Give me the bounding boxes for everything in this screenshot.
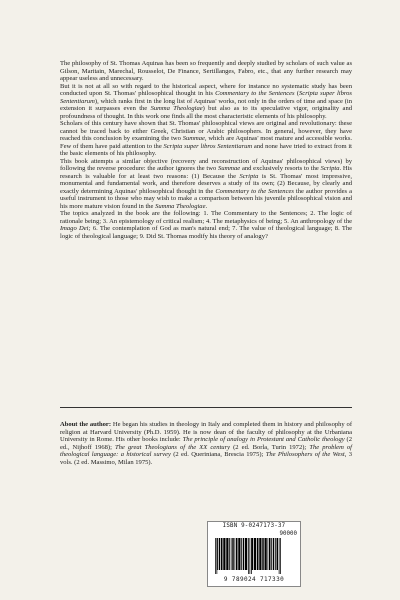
barcode-bar bbox=[279, 538, 280, 574]
barcode-bar bbox=[269, 538, 271, 570]
description-paragraph bbox=[60, 210, 352, 240]
italic-title: Scripta super libros Sententiarum bbox=[60, 90, 352, 105]
text-run: . bbox=[205, 202, 208, 210]
description-paragraph bbox=[60, 120, 352, 158]
italic-title: The principle of analogy in Protestant and Catholic theology bbox=[182, 436, 345, 444]
text-run: The philosophy of St. Thomas Aquinas has been so frequently and deeply studied by scholars of such value as Gilson, Maritain, Marechal, Rousselot, De Finance, Sertillanges, Fabro, etc., that any further research may appear useless and unnecessary. bbox=[60, 60, 352, 82]
text-run: Scholars of this century have shown that St. Thomas' philosophical views are original and revolutionary: these cannot be traced back to either Greek, Christian or Arabic philosophers. In general, however, they have reached this conclusion by examining the two bbox=[60, 120, 352, 142]
barcode-bar bbox=[251, 538, 252, 574]
barcode-bar bbox=[235, 538, 236, 570]
barcode-bar bbox=[217, 538, 218, 574]
text-run: He began his studies in theology in Italy and completed them in history and philosophy of religion at Harvard University (Ph.D. 1959). He is now dean of the faculty of philosophy at the Urbaniana University in Rome. His other books include: bbox=[60, 421, 353, 444]
barcode-bar bbox=[245, 538, 247, 570]
italic-title: Commentary to the Sentences bbox=[215, 90, 295, 97]
text-run: (2 ed. Borla, Turin 1972); bbox=[230, 443, 310, 451]
description-paragraph bbox=[60, 60, 352, 83]
barcode-bar bbox=[241, 538, 242, 570]
text-run: , 3 vols. (2 ed. Massimo, Milan 1975). bbox=[60, 451, 352, 466]
barcode-bar bbox=[215, 538, 216, 574]
barcode-bar bbox=[229, 538, 230, 570]
barcode-bar bbox=[226, 538, 228, 570]
isbn-number: ISBN 9-0247173-37 bbox=[222, 523, 286, 529]
barcode-bar bbox=[275, 538, 276, 570]
italic-title: Summae bbox=[218, 165, 241, 172]
italic-title: The Philosophers of the West bbox=[265, 451, 345, 459]
text-run: (2 ed. Queriniana, Brescia 1975); bbox=[170, 451, 266, 459]
about-heading: About the author: bbox=[60, 421, 112, 428]
text-run: , which are Aquinas' most mature and accessible works. Few of them have paid attention to the bbox=[60, 135, 352, 150]
barcode-bar bbox=[236, 538, 238, 570]
text-run: ), which ranks first in the long list of Aquinas' works, not only in the orders of time and space (in extension it surpasses even the bbox=[60, 97, 352, 112]
text-run: This book attempts a similar objective (recovery and reconstruction of Aquinas' philosophical views) by following the reverse procedure: the author ignores the two bbox=[60, 157, 352, 172]
book-description bbox=[60, 60, 352, 240]
barcode-bar bbox=[250, 538, 251, 574]
barcode-bar bbox=[268, 538, 269, 570]
barcode-bar bbox=[273, 538, 275, 570]
text-run: and none have tried to extract from it the basic elements of his philosophy. bbox=[60, 142, 352, 157]
barcode-bar bbox=[271, 538, 272, 570]
barcode-bar bbox=[238, 538, 240, 570]
italic-title: Commentary to the Sentences bbox=[215, 187, 294, 195]
barcode bbox=[207, 521, 301, 587]
barcode-bar bbox=[243, 538, 245, 570]
description-paragraph bbox=[60, 83, 352, 121]
barcode-bar bbox=[262, 538, 264, 570]
text-run: is St. Thomas' most impressive, monumental and fundamental work, and therefore deserves a study of its own; (2) Because, by clearly and exactly determining Aquinas' philosophical thought in the bbox=[60, 172, 352, 195]
italic-title: Summae bbox=[182, 135, 205, 142]
text-run: ( bbox=[294, 90, 300, 97]
price-code: 90000 bbox=[279, 531, 297, 537]
italic-title: The great Theologians of the XX century bbox=[114, 443, 231, 451]
barcode-bar bbox=[223, 538, 225, 570]
barcode-bar bbox=[219, 538, 221, 570]
barcode-bar bbox=[259, 538, 261, 570]
text-run: 6. The contemplation of God as man's natural end; 7. The value of theological language; 8. The logic of theological language; 9. Did St. Thomas modify his theory of analogy? bbox=[60, 225, 353, 240]
italic-title: Summa Theologiae bbox=[155, 202, 206, 210]
italic-title: Scripta super libros Sententiarum bbox=[163, 142, 253, 150]
ean-digits: 9 789024 717330 bbox=[223, 576, 285, 583]
text-run: But it is not at all so with regard to the historical aspect, where for instance no systematic study has been conducted upon St. Thomas' philosophical thought in his bbox=[60, 82, 352, 97]
barcode-bar bbox=[231, 538, 232, 570]
ean-barcode-bars bbox=[213, 538, 295, 574]
text-run: the author provides a useful instrument to those who may wish to make a comparison between his juvenile philosophical vision and his more mature vision found in the bbox=[60, 187, 352, 210]
barcode-bar bbox=[248, 538, 249, 574]
text-run: and exclusively resorts to the bbox=[240, 165, 321, 172]
barcode-bar bbox=[257, 538, 259, 570]
section-divider bbox=[60, 407, 352, 408]
barcode-bar bbox=[254, 538, 256, 570]
italic-title: Scripta bbox=[320, 165, 340, 172]
italic-title: Scripta bbox=[239, 172, 259, 180]
italic-title: Imago Dei; bbox=[60, 225, 91, 232]
barcode-bar bbox=[221, 538, 223, 570]
barcode-bar bbox=[232, 538, 234, 570]
italic-title: The problem of theological language: a historical survey bbox=[60, 443, 353, 459]
barcode-bar bbox=[277, 538, 279, 570]
description-paragraph bbox=[60, 158, 352, 211]
text-run: . His research is valuable for at least two reasons: (1) Because the bbox=[60, 165, 352, 180]
italic-title: Summa Theologiae bbox=[150, 105, 203, 112]
text-run: The topics analyzed in the book are the following: 1. The Commentary to the Sentences; 2. The logic of rationale being; 3. An epistemology of critical realism; 4. The metaphysics of being; 5. An anthropology of the bbox=[60, 210, 352, 225]
barcode-bar bbox=[252, 538, 254, 570]
text-run: (2 ed., Nijhoff 1968); bbox=[60, 436, 352, 451]
barcode-bar bbox=[217, 538, 218, 570]
barcode-bar bbox=[265, 538, 267, 570]
barcode-bar bbox=[280, 538, 281, 574]
about-the-author bbox=[60, 421, 352, 467]
text-run: ) but also as to its speculative vigor, originality and profoundness of thought. In this work one finds all the most characteristic elements of his philosophy. bbox=[60, 105, 352, 120]
